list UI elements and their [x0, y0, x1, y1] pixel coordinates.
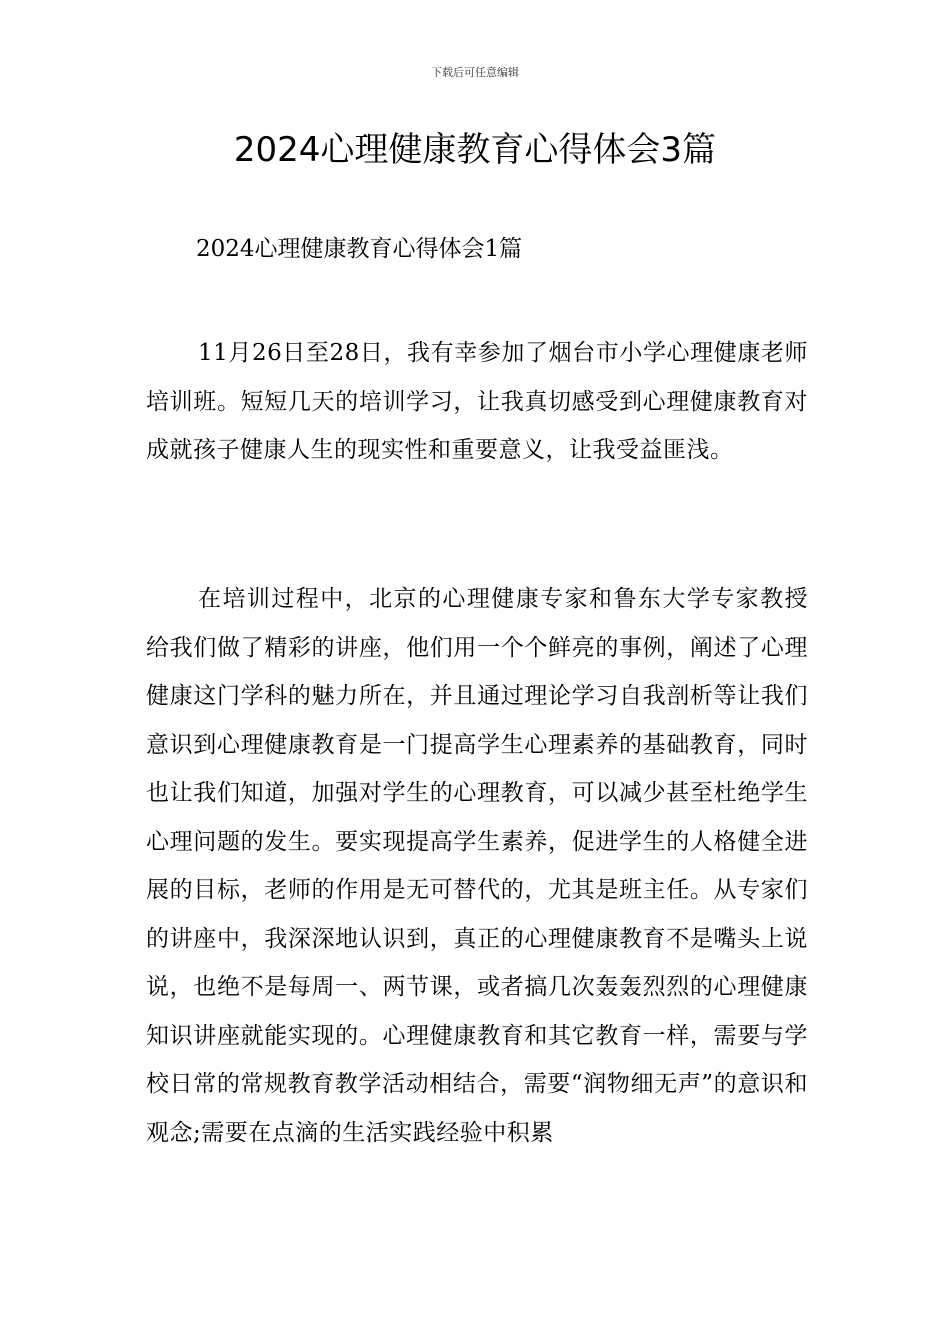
document-title: 2024心理健康教育心得体会3篇 [233, 130, 717, 170]
paragraph-1: 11月26日至28日，我有幸参加了烟台市小学心理健康老师培训班。短短几天的培训学习，让我真切感受到心理健康教育对成就孩子健康人生的现实性和重要意义，让我受益匪浅。 [146, 340, 808, 463]
section-heading: 2024心理健康教育心得体会1篇 [196, 236, 523, 262]
paragraph-2: 在培训过程中，北京的心理健康专家和鲁东大学专家教授给我们做了精彩的讲座，他们用一个个鲜亮的事例，阐述了心理健康这门学科的魅力所在，并且通过理论学习自我剖析等让我们意识到心理健康教育是一门提高学生心理素养的基础教育，同时也让我们知道，加强对学生的心理教育，可以减少甚至杜绝学生心理问题的发生。要实现提高学生素养，促进学生的人格健全进展的目标，老师的作用是无可替代的，尤其是班主任。从专家们的讲座中，我深深地认识到，真正的心理健康教育不是嘴头上说说，也绝不是每周一、两节课，或者搞几次轰轰烈烈的心理健康知识讲座就能实现的。心理健康教育和其它教育一样，需要与学校日常的常规教育教学活动相结合，需要“润物细无声”的意识和观念;需要在点滴的生活实践经验中积累 [146, 586, 808, 1146]
header-note: 下载后可任意编辑 [431, 66, 519, 79]
